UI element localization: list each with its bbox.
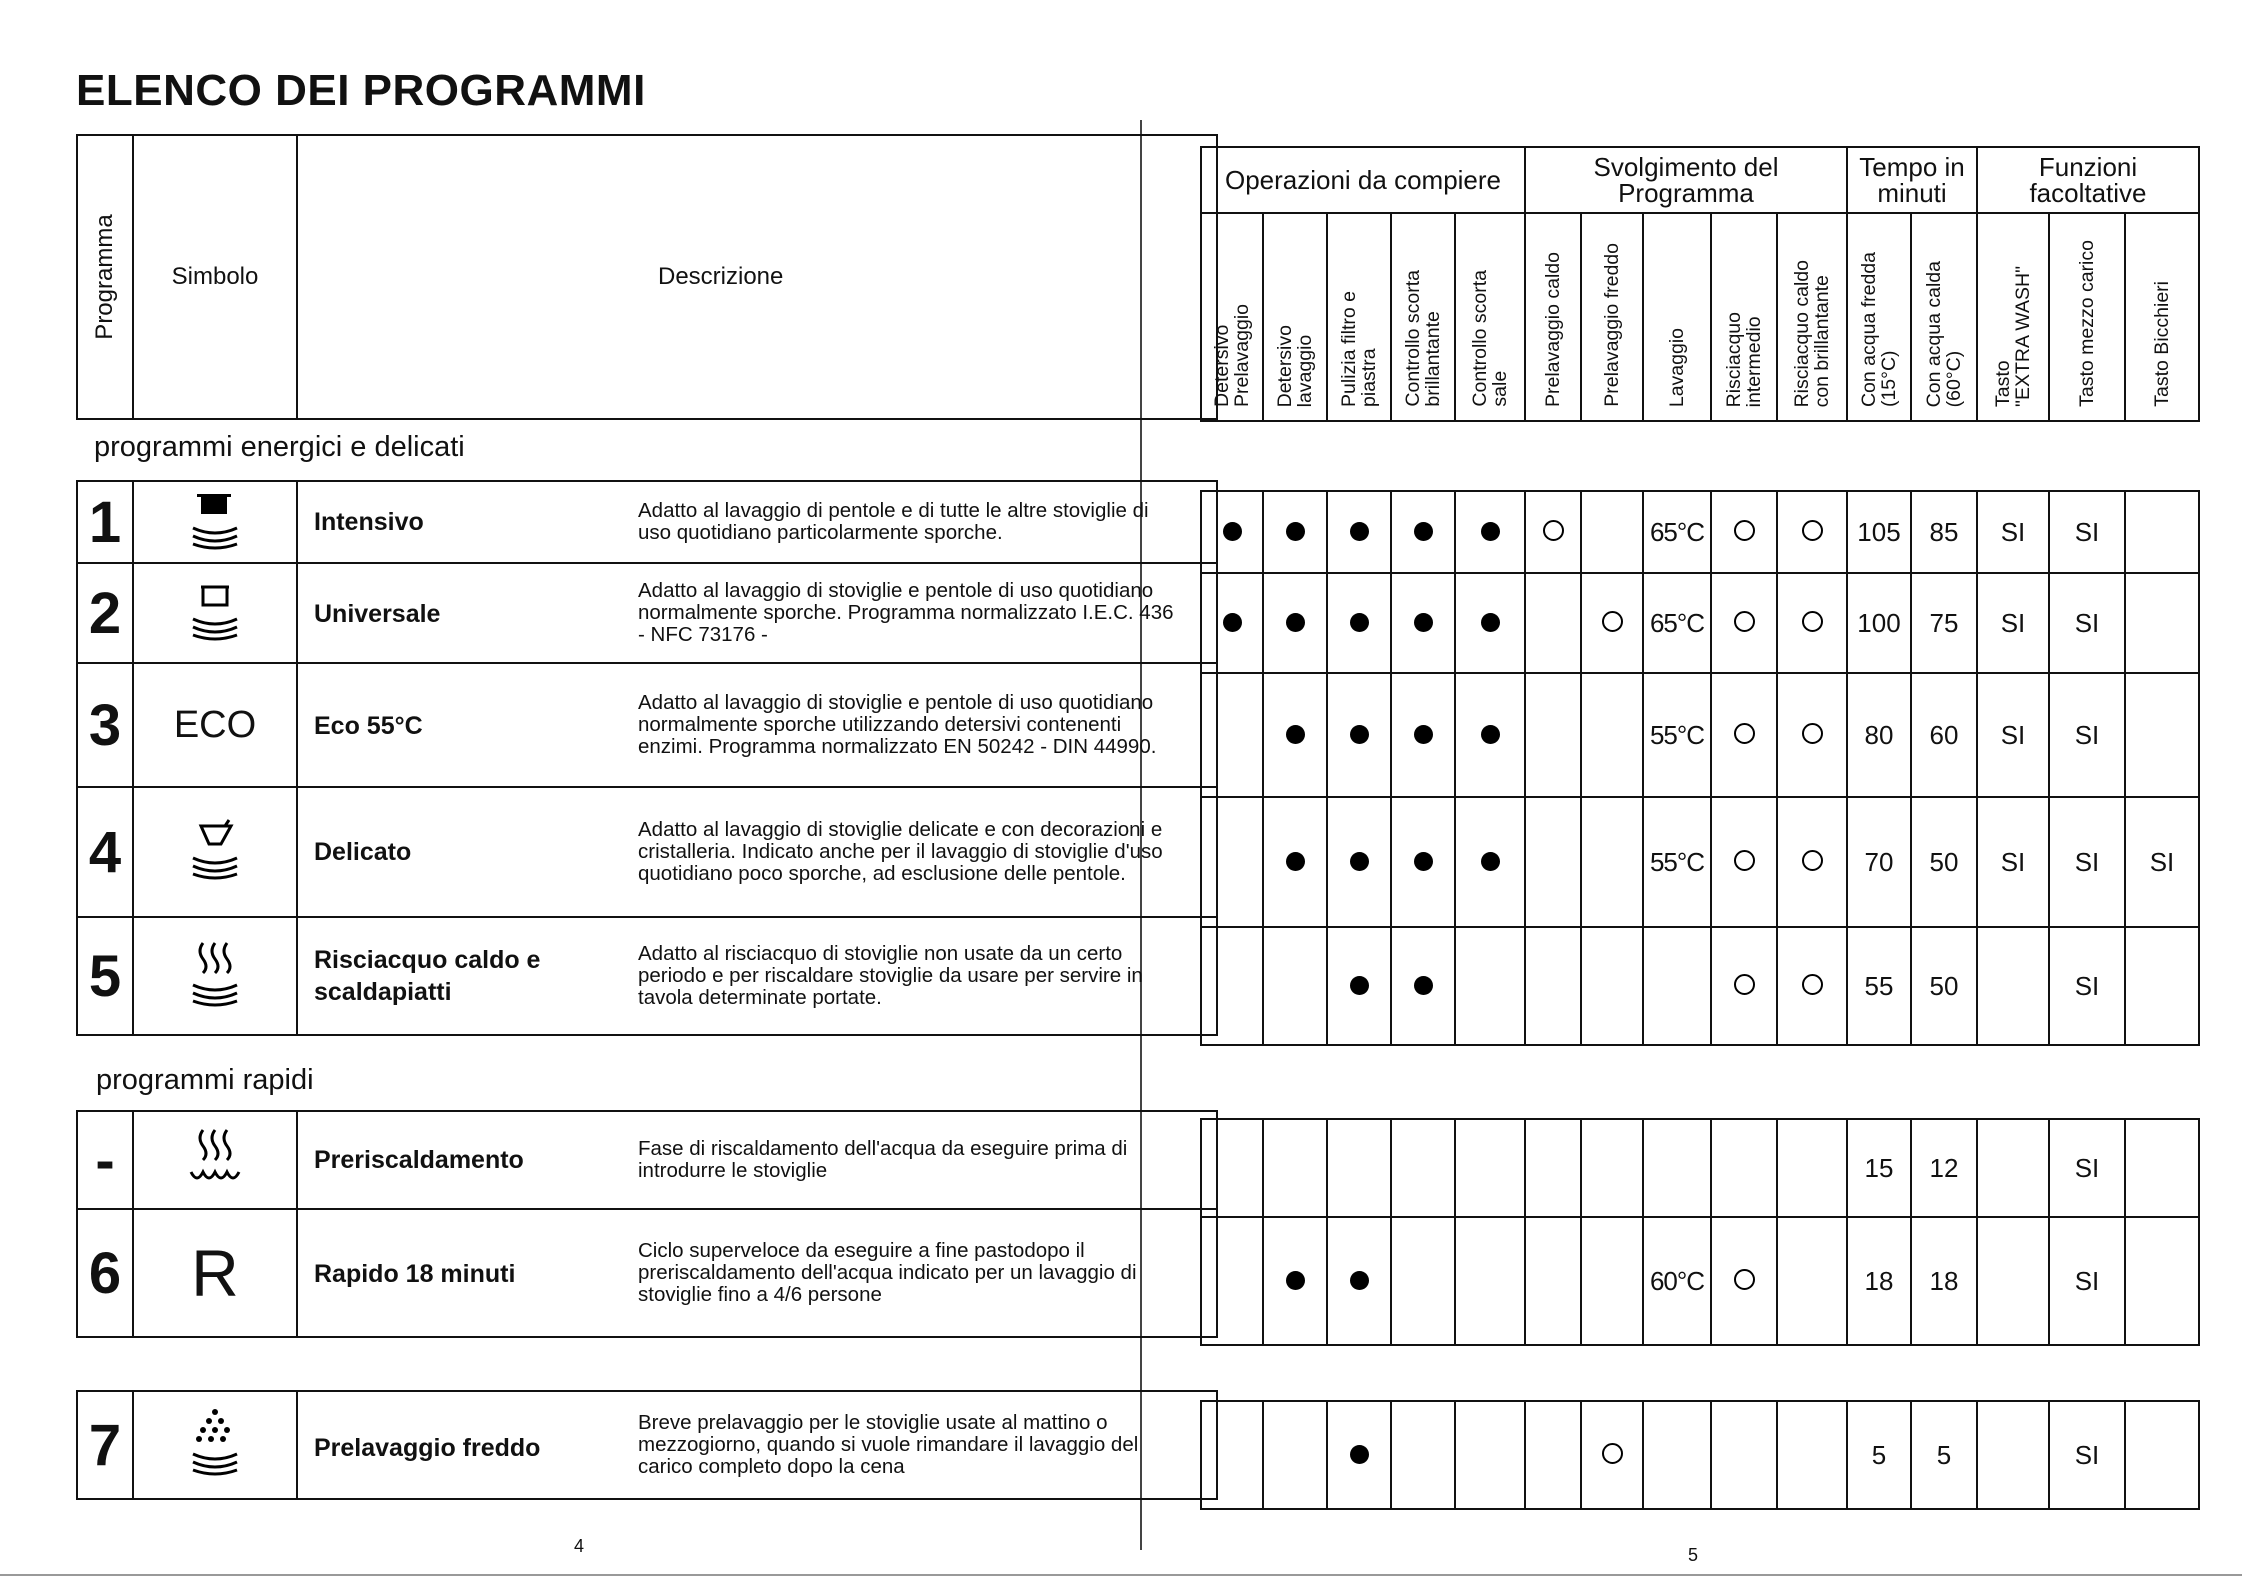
schedule-cell [1777, 1217, 1847, 1345]
schedule-cell [1201, 1119, 1263, 1217]
left-header-table [76, 134, 1218, 420]
page-number-right: 5 [1688, 1545, 1699, 1565]
schedule-cell: SI [1977, 491, 2049, 573]
schedule-cell [2125, 1217, 2199, 1345]
schedule-row [1201, 1119, 2199, 1217]
column-header: Tasto mezzo carico [2049, 213, 2125, 421]
schedule-cell [1455, 1119, 1525, 1217]
program-description: Adatto al lavaggio di stoviglie e pentole di uso quotidiano normalmente sporche utilizzando detersivi contenenti enzimi. Programma normalizzato EN 50242 - DIN 44990. [638, 691, 1157, 758]
program-name: Risciacquo caldo e scaldapiatti [314, 946, 541, 1006]
header-descrizione: Descrizione [297, 135, 1217, 419]
filled-dot-icon [1327, 1217, 1391, 1345]
program-row [77, 787, 1217, 917]
program-name: Rapido 18 minuti [314, 1260, 516, 1288]
right-header-table [1200, 146, 2200, 422]
heat-icon [133, 1111, 297, 1209]
schedule-cell: SI [2049, 491, 2125, 573]
schedule-row [1201, 1217, 2199, 1345]
schedule-row [1201, 673, 2199, 797]
program-table-prelavaggio [76, 1390, 1218, 1500]
filled-dot-icon [1391, 491, 1455, 573]
schedule-cell [1201, 673, 1263, 797]
program-name: Prelavaggio freddo [314, 1434, 541, 1462]
schedule-row [1201, 491, 2199, 573]
schedule-cell: SI [1977, 673, 2049, 797]
schedule-cell [1581, 927, 1643, 1045]
filled-dot-icon [1391, 797, 1455, 927]
schedule-cell: 60°C [1643, 1217, 1711, 1345]
open-circle-icon [1525, 491, 1581, 573]
program-row [77, 1209, 1217, 1337]
program-name: Delicato [314, 838, 412, 866]
program-description: Adatto al lavaggio di stoviglie delicate e con decorazioni e cristalleria. Indicato anche per il lavaggio di stoviglie d'uso quotidiano poco sporche, ad esclusione delle pentole. [638, 818, 1163, 885]
schedule-cell [2125, 927, 2199, 1045]
schedule-cell [1977, 1217, 2049, 1345]
program-row [77, 663, 1217, 787]
schedule-cell [1263, 1119, 1327, 1217]
pot-icon [133, 481, 297, 563]
schedule-row [1201, 1401, 2199, 1509]
program-name: Intensivo [314, 508, 424, 536]
filled-dot-icon [1327, 673, 1391, 797]
column-header: Lavaggio [1643, 213, 1711, 421]
right-data-table-3 [1200, 1400, 2200, 1510]
schedule-cell [1201, 797, 1263, 927]
open-circle-icon [1581, 1401, 1643, 1509]
group-tempo: Tempo in minuti [1847, 147, 1977, 213]
open-circle-icon [1711, 673, 1777, 797]
filled-dot-icon [1455, 673, 1525, 797]
open-circle-icon [1777, 491, 1847, 573]
schedule-cell [1581, 1119, 1643, 1217]
open-circle-icon [1777, 797, 1847, 927]
group-funzioni: Funzioni facoltative [1977, 147, 2199, 213]
schedule-cell: 18 [1847, 1217, 1911, 1345]
filled-dot-icon [1263, 1217, 1327, 1345]
pan-icon [133, 563, 297, 663]
schedule-cell: SI [2049, 797, 2125, 927]
group-operazioni: Operazioni da compiere [1201, 147, 1525, 213]
schedule-cell [1643, 1119, 1711, 1217]
column-header: Detersivo lavaggio [1263, 213, 1327, 421]
schedule-cell: 70 [1847, 797, 1911, 927]
schedule-cell [1201, 927, 1263, 1045]
open-circle-icon [1711, 927, 1777, 1045]
page-title: ELENCO DEI PROGRAMMI [76, 66, 646, 115]
schedule-cell [1455, 927, 1525, 1045]
schedule-cell: SI [2049, 673, 2125, 797]
column-header: Tasto Bicchieri [2125, 213, 2199, 421]
schedule-cell [1525, 1217, 1581, 1345]
filled-dot-icon [1263, 797, 1327, 927]
schedule-cell [2125, 673, 2199, 797]
schedule-cell [1581, 797, 1643, 927]
filled-dot-icon [1263, 673, 1327, 797]
schedule-cell: 105 [1847, 491, 1911, 573]
header-simbolo: Simbolo [133, 135, 297, 419]
schedule-cell [1525, 573, 1581, 673]
schedule-cell [1777, 1119, 1847, 1217]
program-row [77, 1391, 1217, 1499]
schedule-cell [1201, 1401, 1263, 1509]
schedule-cell: 60 [1911, 673, 1977, 797]
program-row [77, 917, 1217, 1035]
schedule-cell: SI [2049, 573, 2125, 673]
filled-dot-icon [1391, 927, 1455, 1045]
column-header: Risciacquo intermedio [1711, 213, 1777, 421]
schedule-cell [1581, 1217, 1643, 1345]
program-description: Ciclo superveloce da eseguire a fine pastodopo il preriscaldamento dell'acqua indicato per un lavaggio di stoviglie fino a 4/6 persone [638, 1239, 1137, 1306]
filled-dot-icon [1327, 797, 1391, 927]
schedule-cell [1391, 1217, 1455, 1345]
program-number: 2 [77, 563, 133, 663]
program-name: Eco 55°C [314, 712, 423, 740]
schedule-cell [1263, 927, 1327, 1045]
schedule-cell: 5 [1911, 1401, 1977, 1509]
schedule-cell: 15 [1847, 1119, 1911, 1217]
schedule-cell: 12 [1911, 1119, 1977, 1217]
header-programma: Programma [77, 135, 133, 419]
schedule-cell: 100 [1847, 573, 1911, 673]
schedule-cell: SI [1977, 797, 2049, 927]
schedule-cell: 50 [1911, 927, 1977, 1045]
program-number: 3 [77, 663, 133, 787]
schedule-cell [1777, 1401, 1847, 1509]
filled-dot-icon [1327, 927, 1391, 1045]
column-header: Tasto "EXTRA WASH" [1977, 213, 2049, 421]
filled-dot-icon [1201, 573, 1263, 673]
schedule-cell: 5 [1847, 1401, 1911, 1509]
schedule-cell: 80 [1847, 673, 1911, 797]
schedule-cell [1391, 1119, 1455, 1217]
schedule-row [1201, 927, 2199, 1045]
schedule-cell: SI [2125, 797, 2199, 927]
program-number: 1 [77, 481, 133, 563]
filled-dot-icon [1391, 673, 1455, 797]
schedule-cell: 65°C [1643, 491, 1711, 573]
schedule-cell: 18 [1911, 1217, 1977, 1345]
schedule-cell [1643, 1401, 1711, 1509]
program-table-rapidi [76, 1110, 1218, 1338]
column-header: Controllo scorta sale [1455, 213, 1525, 421]
program-description: Fase di riscaldamento dell'acqua da eseguire prima di introdurre le stoviglie [638, 1137, 1128, 1182]
schedule-cell [2125, 1119, 2199, 1217]
filled-dot-icon [1263, 491, 1327, 573]
program-number: - [77, 1111, 133, 1209]
open-circle-icon [1581, 573, 1643, 673]
filled-dot-icon [1201, 491, 1263, 573]
schedule-cell: 75 [1911, 573, 1977, 673]
schedule-cell [1711, 1119, 1777, 1217]
spray-icon [133, 1391, 297, 1499]
schedule-cell: SI [2049, 1119, 2125, 1217]
program-description: Adatto al lavaggio di stoviglie e pentole di uso quotidiano normalmente sporche. Programma normalizzato I.E.C. 436 - NFC 73176 - [638, 579, 1174, 646]
filled-dot-icon [1327, 491, 1391, 573]
section-energici: programmi energici e delicati [94, 431, 465, 463]
filled-dot-icon [1391, 573, 1455, 673]
schedule-cell [1977, 927, 2049, 1045]
program-number: 6 [77, 1209, 133, 1337]
schedule-cell: SI [2049, 927, 2125, 1045]
program-number: 7 [77, 1391, 133, 1499]
column-header: Controllo scorta brillantante [1391, 213, 1455, 421]
filled-dot-icon [1263, 573, 1327, 673]
schedule-row [1201, 573, 2199, 673]
schedule-cell [1525, 673, 1581, 797]
schedule-cell: 65°C [1643, 573, 1711, 673]
schedule-cell [1455, 1217, 1525, 1345]
glass-icon [133, 787, 297, 917]
schedule-cell [1977, 1119, 2049, 1217]
schedule-cell [1391, 1401, 1455, 1509]
schedule-cell [2125, 573, 2199, 673]
program-name: Universale [314, 600, 441, 628]
schedule-cell [1581, 491, 1643, 573]
column-header: Con acqua fredda (15°C) [1847, 213, 1911, 421]
open-circle-icon [1777, 673, 1847, 797]
program-description: Adatto al lavaggio di pentole e di tutte le altre stoviglie di uso quotidiano particolarmente sporche. [638, 499, 1149, 544]
program-name: Preriscaldamento [314, 1146, 524, 1174]
open-circle-icon [1711, 573, 1777, 673]
schedule-cell [2125, 1401, 2199, 1509]
program-table-energici [76, 480, 1218, 1036]
steam-icon [133, 917, 297, 1035]
filled-dot-icon [1327, 1401, 1391, 1509]
schedule-cell [1455, 1401, 1525, 1509]
schedule-cell [1525, 797, 1581, 927]
filled-dot-icon [1327, 573, 1391, 673]
schedule-cell: 50 [1911, 797, 1977, 927]
schedule-cell [1525, 927, 1581, 1045]
schedule-cell: 85 [1911, 491, 1977, 573]
open-circle-icon [1711, 1217, 1777, 1345]
program-description: Adatto al risciacquo di stoviglie non usate da un certo periodo e per riscaldare stoviglie da usare per servire in tavola determinate portate. [638, 942, 1143, 1009]
schedule-cell [2125, 491, 2199, 573]
right-data-table-2 [1200, 1118, 2200, 1346]
program-number: 5 [77, 917, 133, 1035]
schedule-cell [1201, 1217, 1263, 1345]
group-svolgimento: Svolgimento del Programma [1525, 147, 1847, 213]
page-number-left: 4 [574, 1536, 585, 1556]
eco-symbol: ECO [133, 663, 297, 787]
filled-dot-icon [1455, 797, 1525, 927]
open-circle-icon [1777, 927, 1847, 1045]
column-header: Pulizia filtro e piastra [1327, 213, 1391, 421]
column-header: Prelavaggio freddo [1581, 213, 1643, 421]
column-header: Detersivo Prelavaggio [1201, 213, 1263, 421]
schedule-cell: SI [1977, 573, 2049, 673]
program-row [77, 563, 1217, 663]
bottom-rule [0, 1574, 2242, 1576]
schedule-cell [1525, 1401, 1581, 1509]
schedule-cell [1581, 673, 1643, 797]
schedule-cell: 55°C [1643, 673, 1711, 797]
schedule-cell [1977, 1401, 2049, 1509]
program-number: 4 [77, 787, 133, 917]
right-data-table-1 [1200, 490, 2200, 1046]
column-header: Risciacquo caldo con brillantante [1777, 213, 1847, 421]
schedule-row [1201, 797, 2199, 927]
schedule-cell [1643, 927, 1711, 1045]
column-header: Con acqua calda (60°C) [1911, 213, 1977, 421]
column-header: Prelavaggio caldo [1525, 213, 1581, 421]
schedule-cell: 55 [1847, 927, 1911, 1045]
schedule-cell [1263, 1401, 1327, 1509]
program-row [77, 481, 1217, 563]
open-circle-icon [1711, 491, 1777, 573]
filled-dot-icon [1455, 491, 1525, 573]
schedule-cell [1711, 1401, 1777, 1509]
schedule-cell: SI [2049, 1217, 2125, 1345]
schedule-cell: 55°C [1643, 797, 1711, 927]
open-circle-icon [1777, 573, 1847, 673]
section-rapidi: programmi rapidi [96, 1064, 314, 1096]
filled-dot-icon [1455, 573, 1525, 673]
schedule-cell [1327, 1119, 1391, 1217]
program-row [77, 1111, 1217, 1209]
rapid-symbol: R [133, 1209, 297, 1337]
program-description: Breve prelavaggio per le stoviglie usate al mattino o mezzogiorno, quando si vuole rimandare il lavaggio del carico completo dopo la cena [638, 1411, 1139, 1478]
open-circle-icon [1711, 797, 1777, 927]
schedule-cell: SI [2049, 1401, 2125, 1509]
schedule-cell [1525, 1119, 1581, 1217]
